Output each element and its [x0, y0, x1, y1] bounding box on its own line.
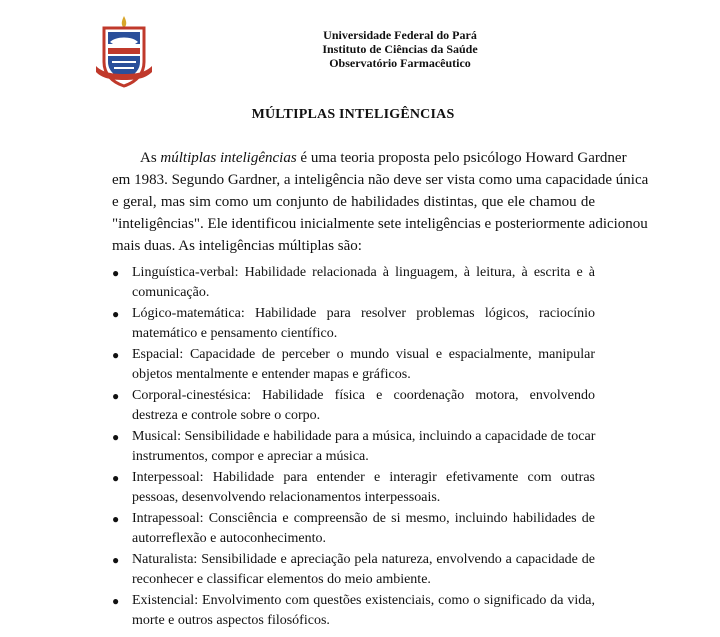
list-item: [112, 345, 595, 386]
university-seal-logo: [92, 14, 156, 88]
intelligences-list: [112, 263, 595, 632]
bullet-icon: ●: [112, 389, 120, 403]
list-item: [112, 386, 595, 427]
intro-line: em 1983. Segundo Gardner, a inteligência não deve ser vista como uma capacidade única: [112, 172, 649, 188]
list-item-line: reconhecer e classificar elementos do meio ambiente.: [132, 572, 431, 587]
list-item: [112, 468, 595, 509]
intro-line: e geral, mas sim como um conjunto de habilidades distintas, que ele chamou de: [112, 194, 595, 210]
list-item-line: Interpessoal: Habilidade para entender e interagir efetivamente com outras: [132, 470, 595, 485]
list-item: [112, 427, 595, 468]
list-item: [112, 304, 595, 345]
bullet-icon: ●: [112, 553, 120, 567]
bullet-icon: ●: [112, 430, 120, 444]
list-item-line: matemático e pensamento científico.: [132, 326, 338, 341]
intro-line: "inteligências". Ele identificou inicialmente sete inteligências e posteriormente adicionou: [112, 216, 648, 232]
intro-italic-term: múltiplas inteligências: [160, 150, 297, 166]
bullet-icon: ●: [112, 307, 120, 321]
university-name: Universidade Federal do Pará: [323, 28, 477, 42]
list-item: [112, 591, 595, 632]
intro-line-lead: As: [140, 150, 161, 166]
observatory-name: Observatório Farmacêutico: [329, 56, 471, 70]
intro-line: [112, 147, 627, 169]
list-item: [112, 550, 595, 591]
list-item-line: morte e outros aspectos filosóficos.: [132, 613, 330, 628]
list-item: [112, 263, 595, 304]
list-item-line: Musical: Sensibilidade e habilidade para a música, incluindo a capacidade de tocar: [132, 429, 596, 444]
institute-name: Instituto de Ciências da Saúde: [322, 42, 478, 56]
list-item-line: Linguística-verbal: Habilidade relacionada à linguagem, à leitura, à escrita e à: [132, 265, 595, 280]
intro-paragraph: [112, 147, 649, 257]
list-item: [112, 509, 595, 550]
list-item-line: comunicação.: [132, 285, 210, 300]
intro-line-rest: é uma teoria proposta pelo psicólogo Howard Gardner: [296, 150, 627, 166]
list-item-line: pessoas, desenvolvendo relacionamentos interpessoais.: [132, 490, 441, 505]
list-item-line: Naturalista: Sensibilidade e apreciação pela natureza, envolvendo a capacidade de: [132, 552, 595, 567]
intro-line: mais duas. As inteligências múltiplas são:: [112, 238, 362, 254]
list-item-line: autorreflexão e autoconhecimento.: [132, 531, 326, 546]
list-item-line: destreza e controle sobre o corpo.: [132, 408, 321, 423]
bullet-icon: ●: [112, 512, 120, 526]
list-item-line: Existencial: Envolvimento com questões existenciais, como o significado da vida,: [132, 593, 595, 608]
page-title: MÚLTIPLAS INTELIGÊNCIAS: [251, 107, 455, 122]
bullet-icon: ●: [112, 471, 120, 485]
list-item-line: Espacial: Capacidade de perceber o mundo visual e espacialmente, manipular: [132, 347, 595, 362]
list-item-line: Intrapessoal: Consciência e compreensão de si mesmo, incluindo habilidades de: [132, 511, 595, 526]
bullet-icon: ●: [112, 266, 120, 280]
document-header: [250, 28, 550, 70]
list-item-line: instrumentos, compor e apreciar a música.: [132, 449, 369, 464]
bullet-icon: ●: [112, 348, 120, 362]
list-item-line: Corporal-cinestésica: Habilidade física e coordenação motora, envolvendo: [132, 388, 595, 403]
bullet-icon: ●: [112, 594, 120, 608]
list-item-line: objetos mentalmente e entender mapas e gráficos.: [132, 367, 411, 382]
list-item-line: Lógico-matemática: Habilidade para resolver problemas lógicos, raciocínio: [132, 306, 595, 321]
